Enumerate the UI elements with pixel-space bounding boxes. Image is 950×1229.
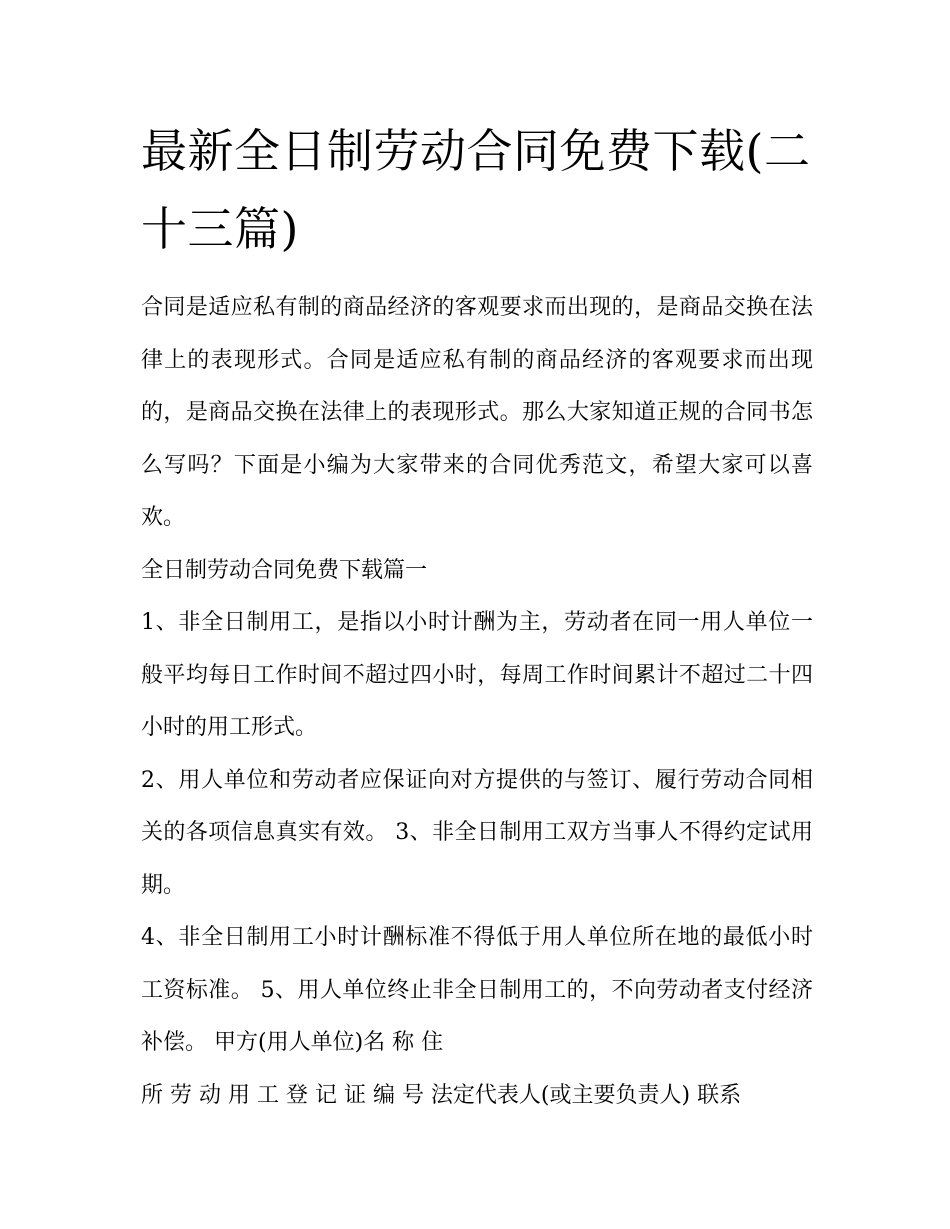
clause-1: 1、非全日制用工，是指以小时计酬为主，劳动者在同一用人单位一般平均每日工作时间不超过四小时，每周工作时间累计不超过二十四小时的用工形式。 [141,610,813,740]
clause-2-3: 2、用人单位和劳动者应保证向对方提供的与签订、履行劳动合同相关的各项信息真实有效。 3、非全日制用工双方当事人不得约定试用期。 [141,767,813,898]
document-title: 最新全日制劳动合同免费下载(二十三篇) [141,124,811,256]
clause-4-5: 4、非全日制用工小时计酬标准不得低于用人单位所在地的最低小时工资标准。 5、用人单位终止非全日制用工的，不向劳动者支付经济补偿。 甲方(用人单位)名 称 住 [141,925,813,1055]
intro-paragraph: 合同是适应私有制的商品经济的客观要求而出现的，是商品交换在法律上的表现形式。合同是适应私有制的商品经济的客观要求而出现的，是商品交换在法律上的表现形式。那么大家知道正规的合同书怎么写吗？下面是小编为大家带来的合同优秀范文，希望大家可以喜欢。 [141,295,813,530]
section-heading: 全日制劳动合同免费下载篇一 [141,557,428,583]
document-body [141,112,813,1122]
party-info-fields: 所 劳 动 用 工 登 记 证 编 号 法定代表人(或主要负责人) 联系 [141,1082,742,1108]
